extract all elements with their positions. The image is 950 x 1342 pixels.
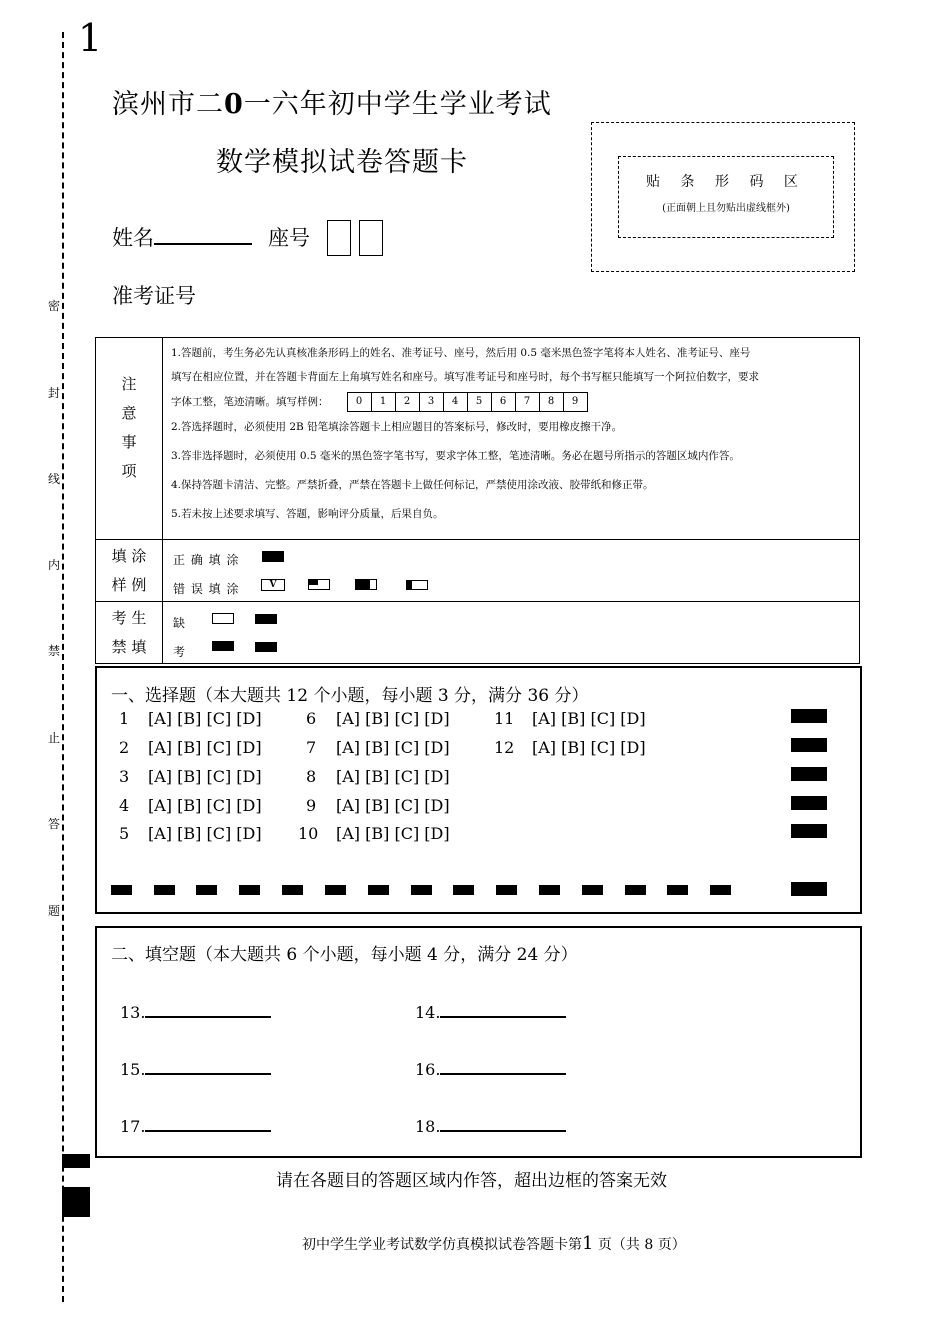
timing-mark xyxy=(282,885,303,895)
absent-box[interactable] xyxy=(212,613,234,624)
barcode-area xyxy=(618,156,834,238)
timing-mark xyxy=(791,882,827,896)
notes-content: 1.答题前，考生务必先认真核准条形码上的姓名、准考证号、座号，然后用 0.5 毫米黑色签字笔将本人姓名、准考证号、座号 填写在相应位置，并在答题卡背面左上角填写姓名和座号。填写准考证号和座号时，每个书写框只能填写一个阿拉伯数字，要求 字体工整，笔迹清晰。填写样例： 0 1 2 3 4 5 6 7 8 9 2.答选择题时，必须使用 2B 铅笔填涂答题卡上相应题目的答案标号，修改时，要用橡皮擦干净。 3.答非选择题时，必须使用 0.5 毫米的黑色签字笔书写，要求字体工整，笔迹清晰。务必在题号所指示的答题区域内作答。 4.保持答题卡清洁、完整。严禁折叠，严禁在答题卡上做任何标记，严禁使用涂改液、胶带纸和修正带。 5.若未按上述要求填写、答题，影响评分质量，后果自负。 xyxy=(163,338,860,540)
question-number: 6 xyxy=(306,709,317,728)
seal-char: 止 xyxy=(48,731,61,745)
question-number: 4 xyxy=(119,796,130,815)
timing-mark xyxy=(368,885,389,895)
page-subtitle: 数学模拟试卷答题卡 xyxy=(216,147,468,178)
timing-mark xyxy=(496,885,517,895)
edge-mark xyxy=(62,1187,90,1217)
seat-box-1[interactable] xyxy=(327,220,351,256)
forbidden-header: 考 生 禁 填 xyxy=(96,602,163,664)
seal-char: 内 xyxy=(48,558,61,572)
wrong-mark-half xyxy=(406,580,428,590)
seal-char: 密 xyxy=(48,299,61,313)
blank-13[interactable]: 13. xyxy=(120,998,271,1022)
section-fill-title: 二、填空题（本大题共 6 个小题，每小题 4 分，满分 24 分） xyxy=(111,945,578,965)
seal-char: 封 xyxy=(48,386,61,400)
correct-fill-mark xyxy=(262,551,284,562)
answer-options[interactable]: [A] [B] [C] [D] xyxy=(532,709,646,728)
seal-char: 禁 xyxy=(48,644,61,658)
timing-mark xyxy=(411,885,432,895)
answer-options[interactable]: [A] [B] [C] [D] xyxy=(148,796,262,815)
timing-mark xyxy=(239,885,260,895)
seal-char: 线 xyxy=(48,472,61,486)
question-number: 10 xyxy=(298,824,319,843)
question-number: 2 xyxy=(119,738,130,757)
answer-options[interactable]: [A] [B] [C] [D] xyxy=(336,767,450,786)
answer-options[interactable]: [A] [B] [C] [D] xyxy=(336,796,450,815)
barcode-note: (正面朝上且勿贴出虚线框外) xyxy=(662,203,790,214)
notes-table xyxy=(95,337,860,664)
timing-mark xyxy=(453,885,474,895)
question-number: 9 xyxy=(306,796,317,815)
blank-18[interactable]: 18. xyxy=(415,1112,566,1136)
page-number: 1 xyxy=(78,16,103,60)
question-number: 7 xyxy=(306,738,317,757)
wrong-mark-v: V xyxy=(261,579,285,591)
forbidden-content: 缺 考 xyxy=(163,602,860,664)
wrong-mark-partial xyxy=(308,579,330,590)
section-choice-title: 一、选择题（本大题共 12 个小题，每小题 3 分，满分 36 分） xyxy=(111,686,589,706)
wrong-mark-dot xyxy=(355,579,377,590)
answer-options[interactable]: [A] [B] [C] [D] xyxy=(532,738,646,757)
section-choice xyxy=(95,666,862,914)
blank-14[interactable]: 14. xyxy=(415,998,566,1022)
timing-mark xyxy=(710,885,731,895)
timing-mark xyxy=(791,796,827,810)
seat-box-2[interactable] xyxy=(359,220,383,256)
question-number: 8 xyxy=(306,767,317,786)
exam-mark-2 xyxy=(255,642,277,652)
question-number: 11 xyxy=(494,709,515,728)
blank-17[interactable]: 17. xyxy=(120,1112,271,1136)
blank-15[interactable]: 15. xyxy=(120,1055,271,1079)
answer-options[interactable]: [A] [B] [C] [D] xyxy=(148,709,262,728)
question-number: 3 xyxy=(119,767,130,786)
timing-mark xyxy=(791,767,827,781)
answer-options[interactable]: [A] [B] [C] [D] xyxy=(148,767,262,786)
timing-mark xyxy=(196,885,217,895)
timing-mark xyxy=(539,885,560,895)
answer-options[interactable]: [A] [B] [C] [D] xyxy=(336,738,450,757)
warning-text: 请在各题目的答题区域内作答，超出边框的答案无效 xyxy=(276,1171,667,1191)
absent-mark xyxy=(255,614,277,624)
timing-mark xyxy=(625,885,646,895)
timing-mark xyxy=(325,885,346,895)
question-number: 12 xyxy=(494,738,515,757)
answer-options[interactable]: [A] [B] [C] [D] xyxy=(148,738,262,757)
timing-mark xyxy=(791,738,827,752)
fill-sample-header: 填 涂 样 例 xyxy=(96,540,163,602)
seal-char: 题 xyxy=(48,904,61,918)
exam-mark-1 xyxy=(212,641,234,651)
page-footer: 初中学生学业考试数学仿真模拟试卷答题卡第1 页（共 8 页） xyxy=(302,1233,686,1254)
name-row: 姓名 xyxy=(112,222,252,252)
exam-id-label: 准考证号 xyxy=(112,284,196,308)
blank-16[interactable]: 16. xyxy=(415,1055,566,1079)
answer-options[interactable]: [A] [B] [C] [D] xyxy=(336,824,450,843)
seat-label: 座号 xyxy=(268,226,310,250)
seal-line xyxy=(62,32,64,1302)
timing-mark xyxy=(791,709,827,723)
sample-digits: 0 1 2 3 4 5 6 7 8 9 xyxy=(347,392,588,412)
seal-char: 答 xyxy=(48,817,61,831)
timing-mark xyxy=(791,824,827,838)
name-field[interactable] xyxy=(154,223,252,245)
timing-mark xyxy=(582,885,603,895)
timing-mark xyxy=(154,885,175,895)
edge-mark xyxy=(62,1154,90,1168)
barcode-label: 贴 条 形 码 区 xyxy=(646,174,806,190)
answer-options[interactable]: [A] [B] [C] [D] xyxy=(336,709,450,728)
timing-mark xyxy=(111,885,132,895)
fill-sample-content: 正 确 填 涂 错 误 填 涂 V xyxy=(163,540,860,602)
question-number: 5 xyxy=(119,824,130,843)
page-title: 滨州市二0一六年初中学生学业考试 xyxy=(112,89,552,120)
notes-header: 注 意 事 项 xyxy=(96,338,163,540)
timing-mark xyxy=(667,885,688,895)
question-number: 1 xyxy=(119,709,130,728)
answer-options[interactable]: [A] [B] [C] [D] xyxy=(148,824,262,843)
